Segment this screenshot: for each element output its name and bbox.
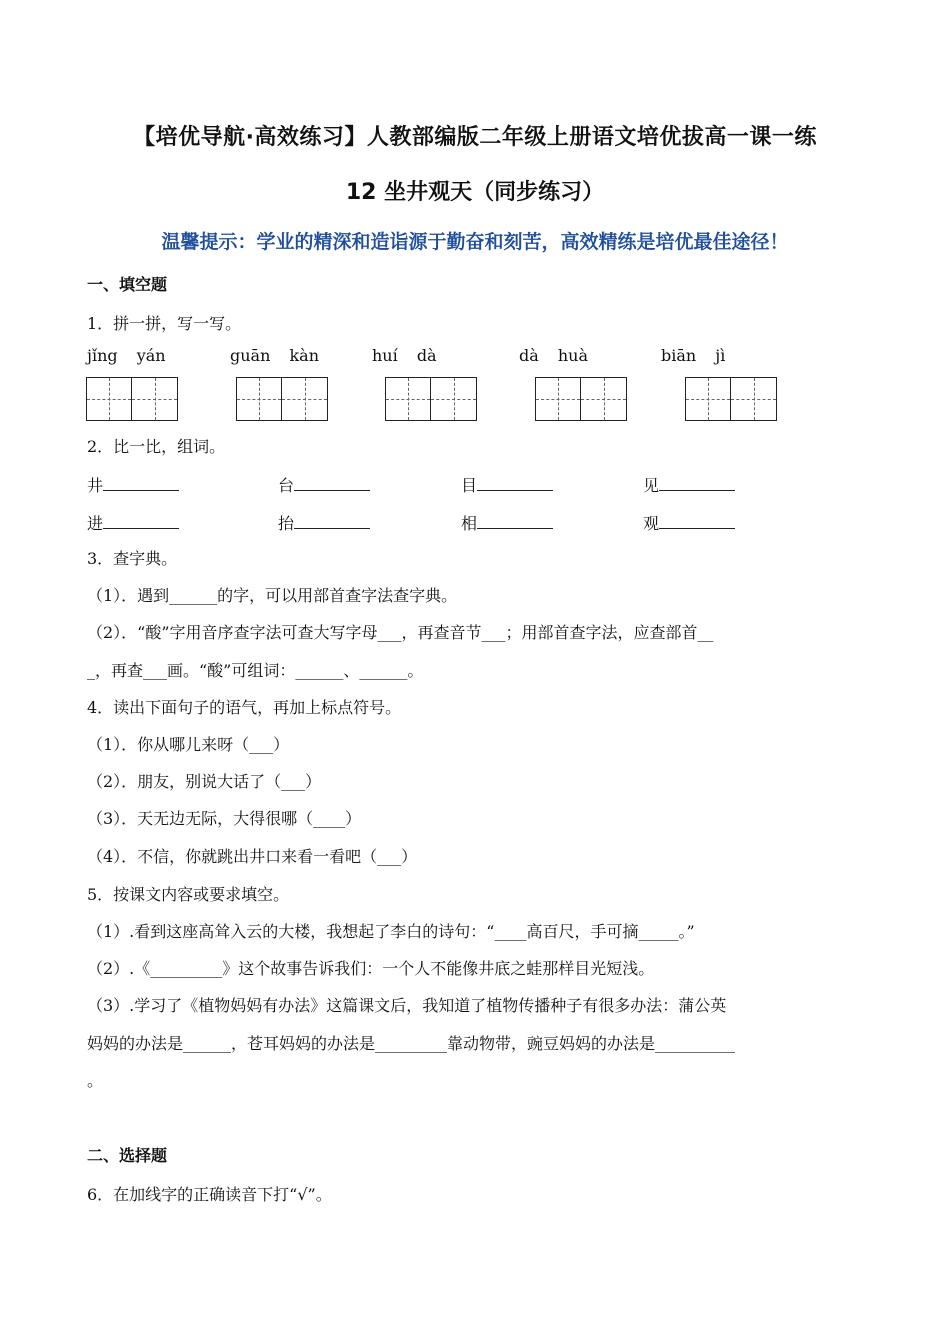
pinyin-2: guān kàn (230, 346, 320, 365)
pinyin-3: huí dà (372, 346, 437, 365)
compare-char: 目 (461, 476, 478, 495)
compare-item (278, 473, 370, 496)
section-fill-in-heading: 一、填空题 (87, 275, 168, 294)
compare-item (278, 511, 370, 534)
question-3-item-2: （2）．“酸”字用音序查字法可查大写字母___，再查音节___；用部首查字法，应查部首__ (87, 623, 714, 642)
compare-char: 相 (461, 514, 478, 533)
pinyin-4: dà huà (519, 346, 589, 365)
writing-cell[interactable] (282, 377, 328, 421)
compare-char: 抬 (278, 514, 295, 533)
compare-item (643, 473, 735, 496)
answer-blank[interactable] (103, 514, 179, 529)
question-4-item-3: （3）．天无边无际，大得很哪（____） (87, 809, 362, 828)
answer-blank[interactable] (294, 476, 370, 491)
question-5-item-1: （1）.看到这座高耸入云的大楼，我想起了李白的诗句：“____高百尺，手可摘_____。” (87, 922, 695, 941)
writing-cell[interactable] (535, 377, 581, 421)
writing-cell[interactable] (385, 377, 431, 421)
writing-grid-3[interactable] (385, 377, 477, 421)
answer-blank[interactable] (477, 514, 553, 529)
answer-blank[interactable] (103, 476, 179, 491)
writing-grid-2[interactable] (236, 377, 328, 421)
writing-cell[interactable] (431, 377, 477, 421)
compare-item (643, 511, 735, 534)
writing-cell[interactable] (236, 377, 282, 421)
compare-char: 观 (643, 514, 660, 533)
question-5-prompt: 5．按课文内容或要求填空。 (87, 885, 290, 904)
question-3-prompt: 3．查字典。 (87, 549, 178, 568)
question-5-item-3-end: 。 (87, 1071, 104, 1090)
question-5-item-2: （2）.《_________》这个故事告诉我们：一个人不能像井底之蛙那样目光短浅。 (87, 959, 655, 978)
section-choice-heading: 二、选择题 (87, 1146, 168, 1165)
writing-grid-4[interactable] (535, 377, 627, 421)
compare-char: 进 (87, 514, 104, 533)
question-4-item-2: （2）．朋友，别说大话了（___） (87, 772, 322, 791)
writing-cell[interactable] (132, 377, 178, 421)
answer-blank[interactable] (294, 514, 370, 529)
writing-cell[interactable] (685, 377, 731, 421)
question-5-item-3-cont: 妈妈的办法是______，苍耳妈妈的办法是_________靠动物带，豌豆妈妈的办法是__________ (87, 1034, 736, 1053)
question-5-item-3: （3）.学习了《植物妈妈有办法》这篇课文后，我知道了植物传播种子有很多办法：蒲公英 (87, 996, 727, 1015)
compare-item (461, 473, 553, 496)
answer-blank[interactable] (659, 476, 735, 491)
writing-grid-5[interactable] (685, 377, 777, 421)
question-1-prompt: 1．拼一拼，写一写。 (87, 314, 242, 333)
worksheet-title: 【培优导航·高效练习】人教部编版二年级上册语文培优拔高一课一练 (133, 125, 817, 150)
compare-item (461, 511, 553, 534)
question-6-prompt: 6．在加线字的正确读音下打“√”。 (87, 1185, 332, 1204)
pinyin-5: biān jì (661, 346, 726, 365)
compare-item (87, 511, 179, 534)
lesson-subtitle: 12 坐井观天（同步练习） (345, 180, 605, 205)
pinyin-1: jǐng yán (87, 346, 166, 365)
answer-blank[interactable] (477, 476, 553, 491)
writing-grid-1[interactable] (86, 377, 178, 421)
writing-cell[interactable] (581, 377, 627, 421)
writing-cell[interactable] (86, 377, 132, 421)
writing-cell[interactable] (731, 377, 777, 421)
compare-char: 台 (278, 476, 295, 495)
question-4-item-1: （1）．你从哪儿来呀（___） (87, 735, 290, 754)
compare-item (87, 473, 179, 496)
tip-banner: 温馨提示：学业的精深和造诣源于勤奋和刻苦，高效精练是培优最佳途径！ (161, 231, 789, 253)
answer-blank[interactable] (659, 514, 735, 529)
question-2-prompt: 2．比一比，组词。 (87, 437, 226, 456)
compare-char: 井 (87, 476, 104, 495)
question-4-item-4: （4）．不信，你就跳出井口来看一看吧（___） (87, 847, 418, 866)
compare-char: 见 (643, 476, 660, 495)
question-3-item-1: （1）．遇到______的字，可以用部首查字法查字典。 (87, 586, 458, 605)
question-3-item-2-cont: _，再查___画。“酸”可组词：______、______。 (87, 661, 424, 680)
question-4-prompt: 4．读出下面句子的语气，再加上标点符号。 (87, 698, 402, 717)
